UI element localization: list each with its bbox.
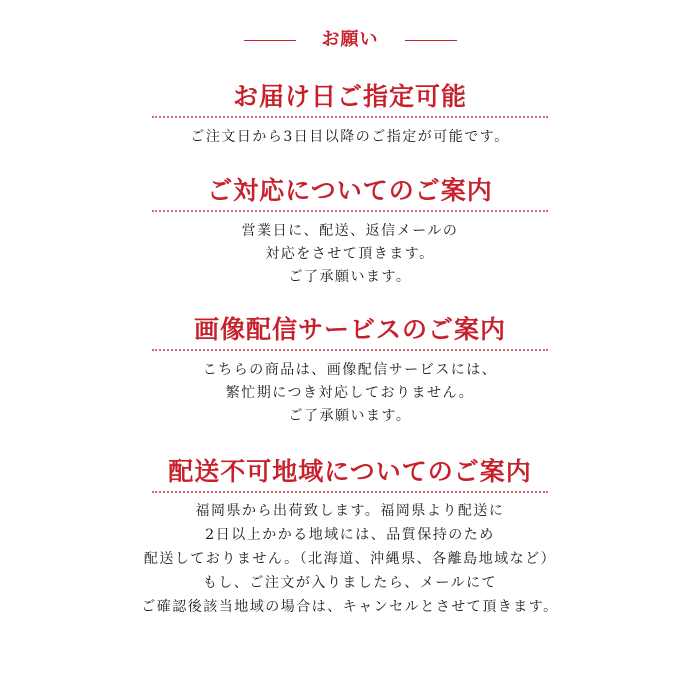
section-undeliverable-regions: [0, 455, 700, 619]
section-support-info: [0, 174, 700, 289]
body-line: ご確認後該当地域の場合は、キャンセルとさせて頂きます。: [141, 599, 559, 615]
dotted-divider: [152, 491, 548, 493]
body-line: 配送しておりません。（北海道、沖縄県、各離島地域など）: [143, 551, 557, 567]
body-line: 繁忙期につき対応しておりません。: [225, 385, 475, 401]
body-line: 福岡県から出荷致します。福岡県より配送に: [195, 503, 505, 519]
body-line: 営業日に、配送、返信メールの: [241, 223, 459, 239]
body-line: ご注文日から3日目以降のご指定が可能です。: [190, 129, 510, 145]
section-body: [0, 359, 700, 428]
section-title: ご対応についてのご案内: [207, 176, 493, 205]
section-title: お届け日ご指定可能: [232, 82, 467, 111]
body-line: 対応をさせて頂きます。: [265, 246, 435, 262]
body-line: ご了承願います。: [288, 408, 412, 424]
dotted-divider: [152, 349, 548, 351]
body-line: 2日以上かかる地域には、品質保持のため: [205, 527, 495, 543]
page-title: お願い: [321, 29, 379, 50]
section-body: [0, 126, 700, 149]
section-body: [0, 499, 700, 619]
header-right-rule: [405, 40, 457, 41]
page-header: [0, 26, 700, 54]
body-line: こちらの商品は、画像配信サービスには、: [202, 362, 498, 378]
section-body: [0, 220, 700, 289]
body-line: もし、ご注文が入りましたら、メールにて: [202, 575, 498, 591]
section-title: 配送不可地域についてのご案内: [168, 457, 532, 486]
dotted-divider: [152, 116, 548, 118]
section-image-service: [0, 313, 700, 428]
header-left-rule: [244, 40, 296, 41]
dotted-divider: [152, 210, 548, 212]
section-title: 画像配信サービスのご案内: [193, 315, 506, 344]
body-line: ご了承願います。: [288, 269, 412, 285]
section-delivery-date: [0, 80, 700, 149]
